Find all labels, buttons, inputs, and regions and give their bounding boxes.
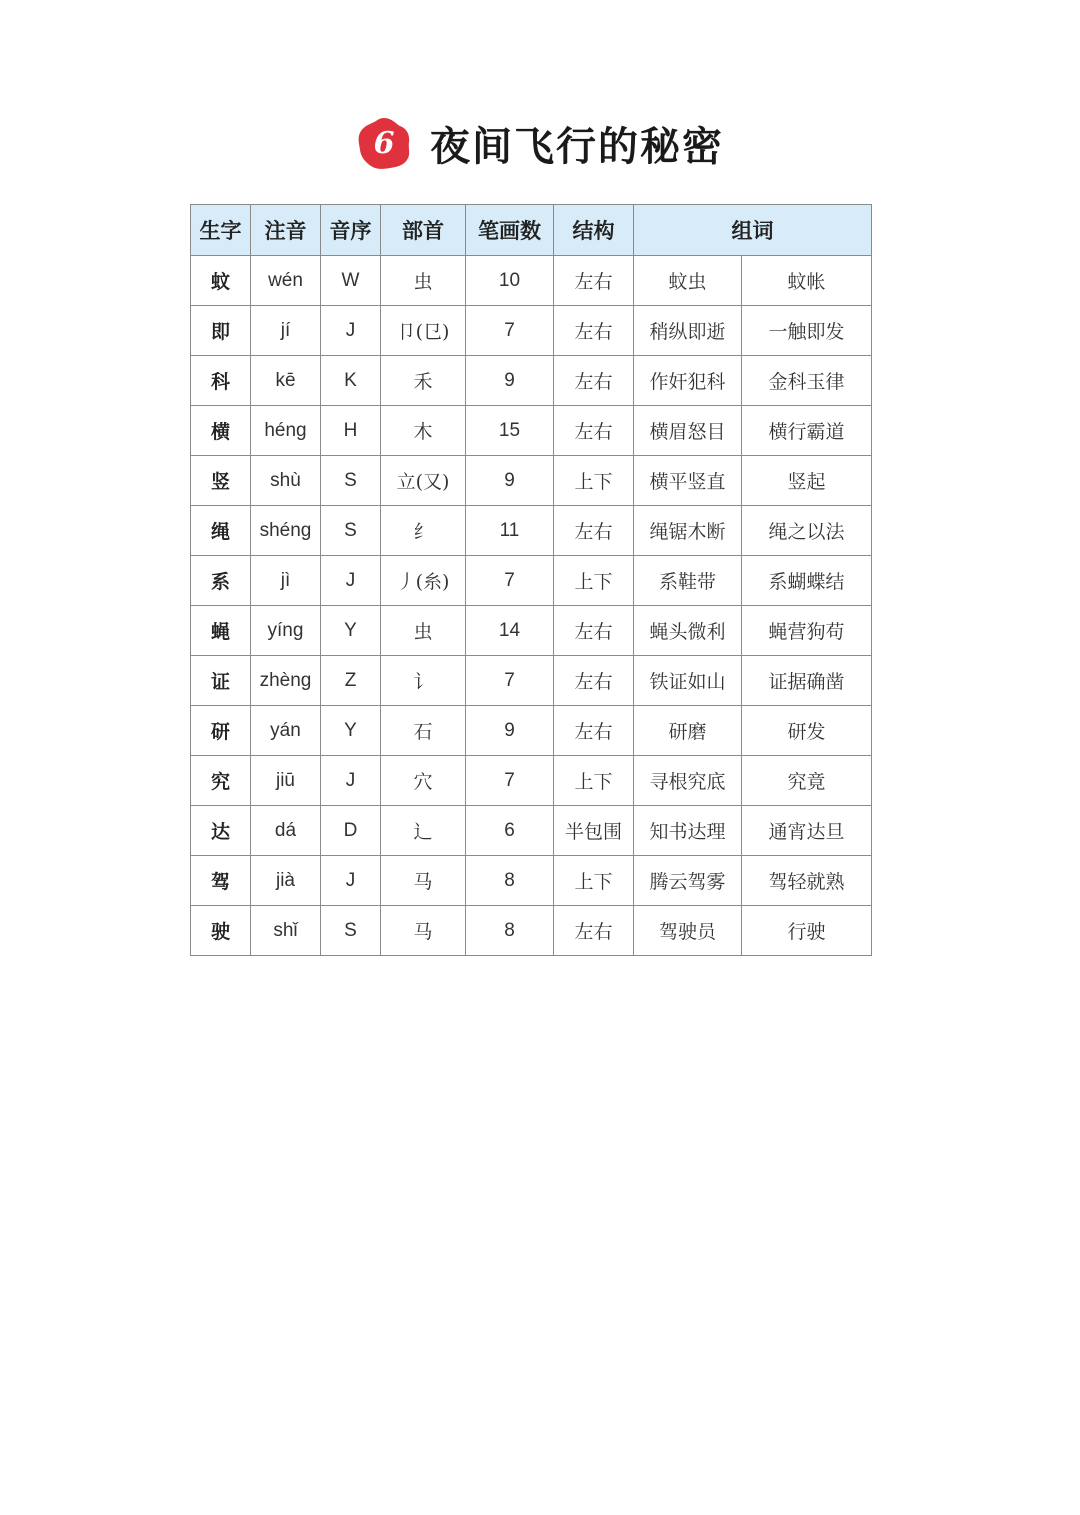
- new-characters-table: [190, 204, 872, 956]
- row-strokes: 9: [466, 456, 554, 506]
- row-char: 即: [191, 306, 251, 356]
- row-structure: 左右: [554, 406, 634, 456]
- row-word-1: 绳锯木断: [634, 506, 742, 556]
- row-pinyin: jí: [251, 306, 321, 356]
- row-char: 科: [191, 356, 251, 406]
- row-pinyin: yán: [251, 706, 321, 756]
- row-letter: D: [321, 806, 381, 856]
- row-word-2: 通宵达旦: [742, 806, 872, 856]
- row-char: 研: [191, 706, 251, 756]
- row-structure: 左右: [554, 906, 634, 956]
- row-char: 驾: [191, 856, 251, 906]
- row-strokes: 7: [466, 556, 554, 606]
- lesson-number-badge: [356, 115, 412, 171]
- row-structure: 上下: [554, 556, 634, 606]
- row-pinyin: yíng: [251, 606, 321, 656]
- row-letter: W: [321, 256, 381, 306]
- row-strokes: 7: [466, 756, 554, 806]
- row-radical: 石: [381, 706, 466, 756]
- table-row: [191, 606, 872, 656]
- row-radical: 穴: [381, 756, 466, 806]
- row-word-2: 究竟: [742, 756, 872, 806]
- row-strokes: 9: [466, 356, 554, 406]
- row-pinyin: dá: [251, 806, 321, 856]
- row-letter: J: [321, 556, 381, 606]
- row-structure: 上下: [554, 856, 634, 906]
- row-structure: 左右: [554, 256, 634, 306]
- table-row: [191, 556, 872, 606]
- row-letter: S: [321, 456, 381, 506]
- row-strokes: 8: [466, 906, 554, 956]
- row-char: 绳: [191, 506, 251, 556]
- row-word-2: 蚊帐: [742, 256, 872, 306]
- row-word-2: 蝇营狗苟: [742, 606, 872, 656]
- row-letter: H: [321, 406, 381, 456]
- row-pinyin: jiū: [251, 756, 321, 806]
- row-char: 竖: [191, 456, 251, 506]
- header-letter: 音序: [321, 205, 381, 256]
- row-pinyin: jià: [251, 856, 321, 906]
- table-row: [191, 456, 872, 506]
- table-row: [191, 256, 872, 306]
- page-title: 夜间飞行的秘密: [430, 122, 724, 170]
- row-char: 蚊: [191, 256, 251, 306]
- row-word-2: 竖起: [742, 456, 872, 506]
- row-radical: 纟: [381, 506, 466, 556]
- row-strokes: 15: [466, 406, 554, 456]
- table-row: [191, 706, 872, 756]
- row-pinyin: shéng: [251, 506, 321, 556]
- row-strokes: 7: [466, 306, 554, 356]
- row-structure: 左右: [554, 656, 634, 706]
- header-char: 生字: [191, 205, 251, 256]
- table-header-row: [191, 205, 872, 256]
- row-radical: 丿(糸): [381, 556, 466, 606]
- row-word-1: 横平竖直: [634, 456, 742, 506]
- header-structure: 结构: [554, 205, 634, 256]
- row-pinyin: shù: [251, 456, 321, 506]
- row-word-2: 行驶: [742, 906, 872, 956]
- row-structure: 左右: [554, 506, 634, 556]
- row-pinyin: zhèng: [251, 656, 321, 706]
- table-row: [191, 906, 872, 956]
- row-char: 横: [191, 406, 251, 456]
- row-pinyin: jì: [251, 556, 321, 606]
- row-radical: 卩(㔾): [381, 306, 466, 356]
- row-letter: J: [321, 306, 381, 356]
- table-row: [191, 306, 872, 356]
- table-row: [191, 406, 872, 456]
- header-strokes: 笔画数: [466, 205, 554, 256]
- row-word-1: 系鞋带: [634, 556, 742, 606]
- row-strokes: 14: [466, 606, 554, 656]
- row-pinyin: kē: [251, 356, 321, 406]
- row-letter: J: [321, 856, 381, 906]
- row-strokes: 7: [466, 656, 554, 706]
- row-letter: S: [321, 906, 381, 956]
- row-letter: K: [321, 356, 381, 406]
- row-letter: S: [321, 506, 381, 556]
- row-word-2: 金科玉律: [742, 356, 872, 406]
- row-radical: 虫: [381, 256, 466, 306]
- row-word-2: 证据确凿: [742, 656, 872, 706]
- row-letter: Y: [321, 706, 381, 756]
- table-row: [191, 506, 872, 556]
- row-structure: 左右: [554, 306, 634, 356]
- row-structure: 左右: [554, 606, 634, 656]
- table-row: [191, 356, 872, 406]
- table-row: [191, 856, 872, 906]
- row-radical: 禾: [381, 356, 466, 406]
- row-word-1: 横眉怒目: [634, 406, 742, 456]
- table-row: [191, 756, 872, 806]
- row-word-2: 绳之以法: [742, 506, 872, 556]
- row-strokes: 9: [466, 706, 554, 756]
- row-radical: 辶: [381, 806, 466, 856]
- row-letter: Z: [321, 656, 381, 706]
- header-words: 组词: [634, 205, 872, 256]
- table-row: [191, 656, 872, 706]
- row-word-1: 作奸犯科: [634, 356, 742, 406]
- row-radical: 马: [381, 906, 466, 956]
- row-word-2: 驾轻就熟: [742, 856, 872, 906]
- row-strokes: 8: [466, 856, 554, 906]
- row-structure: 上下: [554, 456, 634, 506]
- row-word-1: 知书达理: [634, 806, 742, 856]
- row-radical: 虫: [381, 606, 466, 656]
- row-strokes: 11: [466, 506, 554, 556]
- row-strokes: 6: [466, 806, 554, 856]
- row-letter: J: [321, 756, 381, 806]
- row-word-2: 横行霸道: [742, 406, 872, 456]
- row-char: 达: [191, 806, 251, 856]
- row-strokes: 10: [466, 256, 554, 306]
- row-word-1: 稍纵即逝: [634, 306, 742, 356]
- row-structure: 左右: [554, 356, 634, 406]
- table-body: [191, 256, 872, 956]
- row-word-1: 寻根究底: [634, 756, 742, 806]
- row-word-1: 蝇头微利: [634, 606, 742, 656]
- row-word-1: 蚊虫: [634, 256, 742, 306]
- row-word-1: 研磨: [634, 706, 742, 756]
- row-pinyin: wén: [251, 256, 321, 306]
- row-char: 究: [191, 756, 251, 806]
- header-pinyin: 注音: [251, 205, 321, 256]
- header-radical: 部首: [381, 205, 466, 256]
- row-word-1: 驾驶员: [634, 906, 742, 956]
- row-char: 证: [191, 656, 251, 706]
- row-char: 驶: [191, 906, 251, 956]
- row-structure: 半包围: [554, 806, 634, 856]
- row-radical: 讠: [381, 656, 466, 706]
- table-row: [191, 806, 872, 856]
- lesson-title-bar: [0, 110, 1080, 176]
- lesson-number: 6: [373, 125, 395, 161]
- row-letter: Y: [321, 606, 381, 656]
- row-word-1: 铁证如山: [634, 656, 742, 706]
- row-structure: 上下: [554, 756, 634, 806]
- row-word-2: 系蝴蝶结: [742, 556, 872, 606]
- row-word-2: 研发: [742, 706, 872, 756]
- row-radical: 木: [381, 406, 466, 456]
- row-word-1: 腾云驾雾: [634, 856, 742, 906]
- row-pinyin: héng: [251, 406, 321, 456]
- row-radical: 马: [381, 856, 466, 906]
- row-pinyin: shǐ: [251, 906, 321, 956]
- row-radical: 立(又): [381, 456, 466, 506]
- row-structure: 左右: [554, 706, 634, 756]
- row-char: 蝇: [191, 606, 251, 656]
- row-char: 系: [191, 556, 251, 606]
- row-word-2: 一触即发: [742, 306, 872, 356]
